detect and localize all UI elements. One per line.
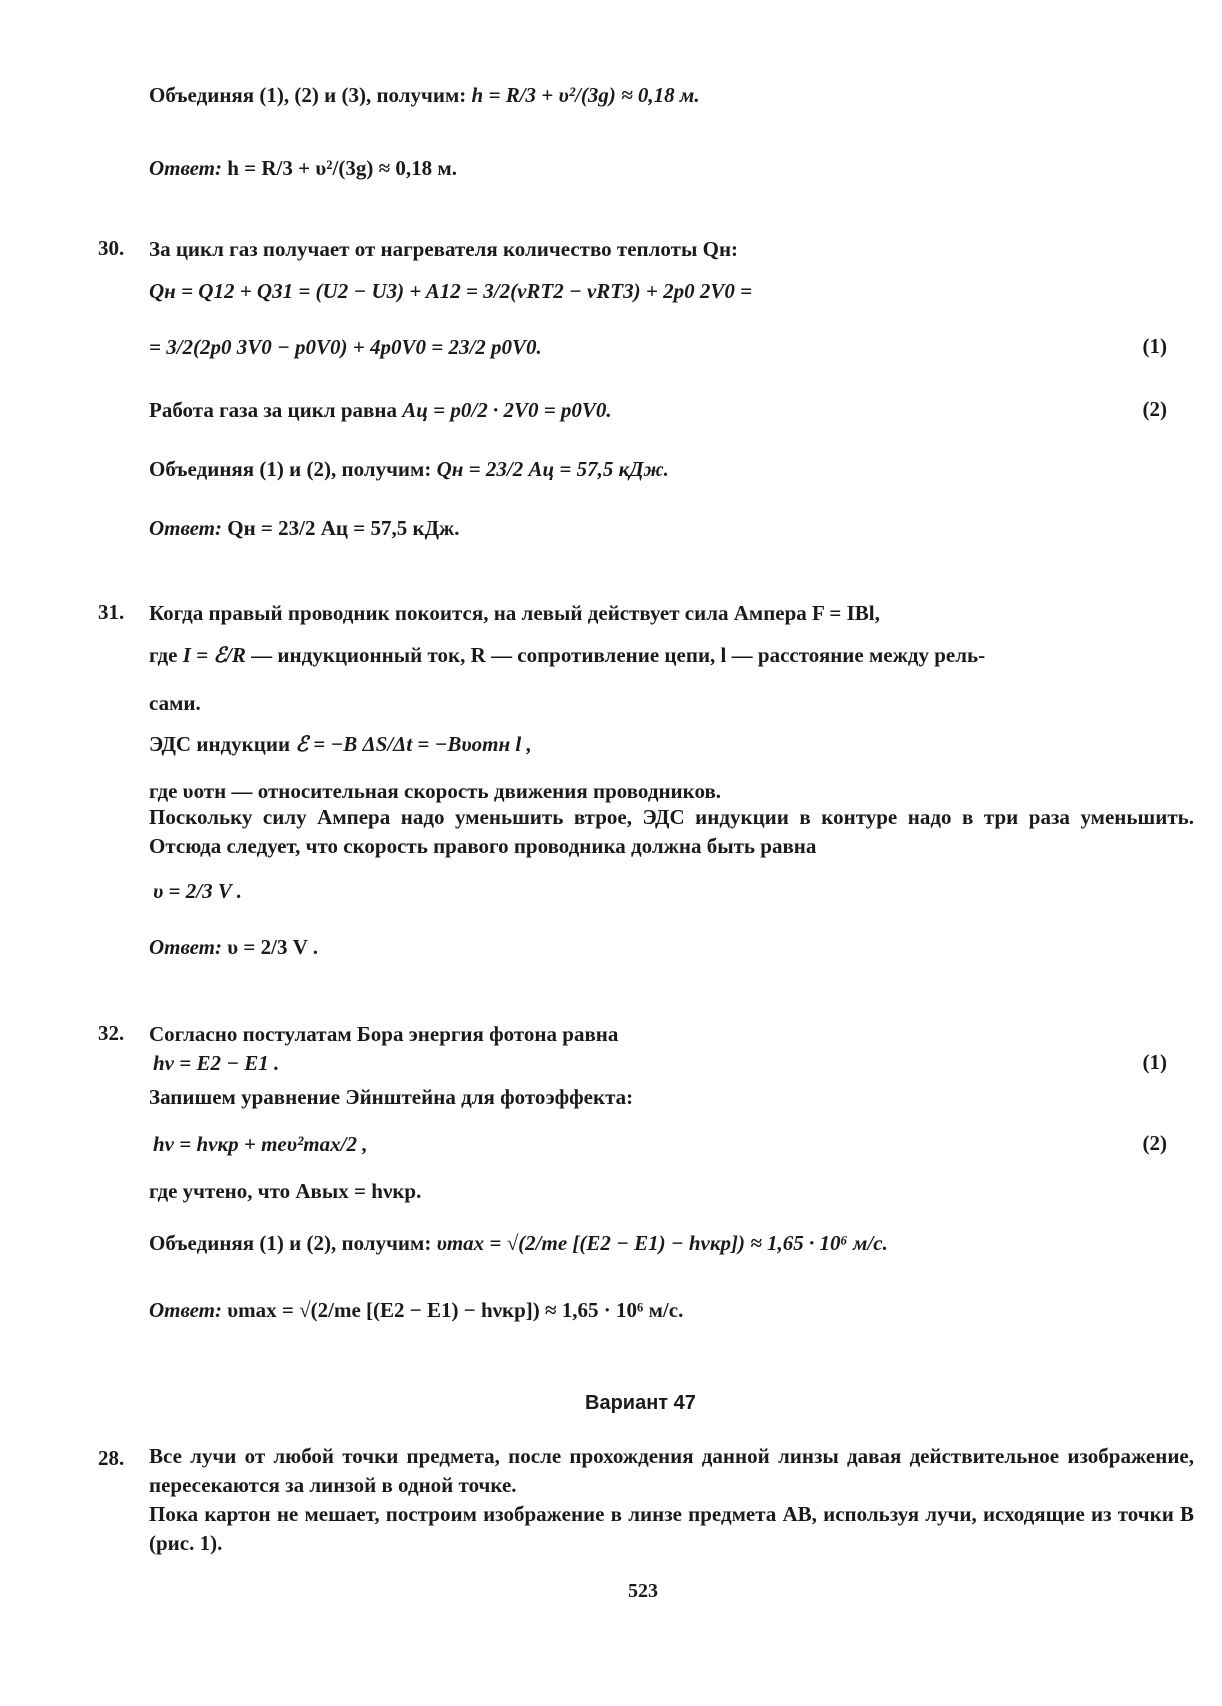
answer-formula: υmax = √(2/me [(E2 − E1) − hνкр]) ≈ 1,65 · 10⁶ м/с. [227,1298,684,1322]
variant-heading: Вариант 47 [585,1392,696,1414]
top-line-text: Объединяя (1), (2) и (3), получим: [149,83,467,107]
p31-answer [149,934,318,960]
p31-result: υ = 2/3 V . [153,879,242,903]
p31-line2-post: — индукционный ток, R — сопротивление цепи, l — расстояние между рель- [251,643,986,667]
answer-label: Ответ: [149,516,222,540]
p30-combine-formula: Qн = 23/2 Aц = 57,5 кДж. [436,457,669,481]
answer-formula: υ = 2/3 V . [227,935,318,959]
answer-label: Ответ: [149,156,222,180]
p28-para1: Все лучи от любой точки предмета, после прохождения данной линзы давая действительное изображение, пересекаются за линзой в одной точке. [149,1444,1194,1497]
equation-tag: (1) [1142,334,1167,358]
p32-line1: Согласно постулатам Бора энергия фотона равна [149,1022,619,1046]
problem-number-30: 30. [98,236,125,260]
answer-formula: Qн = 23/2 Aц = 57,5 кДж. [227,516,460,540]
p30-combine-text: Объединяя (1) и (2), получим: [149,457,432,481]
p30-work [149,397,612,423]
p30-eq2: = 3/2(2p0 3V0 − p0V0) + 4p0V0 = 23/2 p0V0. [149,335,542,359]
answer-label: Ответ: [149,935,222,959]
p31-paragraph: Поскольку силу Ампера надо уменьшить втрое, ЭДС индукции в контуре надо в три раза уменьшить. Отсюда следует, что скорость правого проводника должна быть равна [149,805,1194,858]
p31-emf-formula: ℰ = −B ΔS/Δt = −Bυотн l , [295,732,532,756]
p31-line2 [149,642,985,668]
p32-answer [149,1297,683,1323]
problem-number-28: 28. [98,1446,125,1470]
p31-line2-formula: I = ℰ/R [182,643,246,667]
p30-combine [149,456,669,482]
p32-combine-formula: υmax = √(2/me [(E2 − E1) − hνкр]) ≈ 1,65 · 10⁶ м/с. [436,1231,888,1255]
p32-eq1: hν = E2 − E1 . [153,1051,280,1075]
page-number: 523 [628,1580,658,1602]
top-answer [149,155,457,181]
p30-answer [149,515,460,541]
p32-combine-text: Объединяя (1) и (2), получим: [149,1231,432,1255]
p32-combine [149,1230,888,1256]
equation-tag: (2) [1142,397,1167,421]
p30-work-formula: Aц = p0/2 · 2V0 = p0V0. [402,398,612,422]
problem-number-31: 31. [98,600,125,624]
p31-line2-pre: где [149,643,178,667]
equation-tag: (1) [1142,1050,1167,1074]
p31-line3: сами. [149,691,201,715]
p32-line3: где учтено, что Aвых = hνкр. [149,1179,422,1203]
p32-line2: Запишем уравнение Эйнштейна для фотоэффекта: [149,1085,634,1109]
p30-intro: За цикл газ получает от нагревателя количество теплоты Qн: [149,237,739,261]
p32-eq2: hν = hνкр + meυ²max/2 , [153,1132,368,1156]
p31-emf [149,731,532,757]
p30-work-text: Работа газа за цикл равна [149,398,397,422]
equation-tag: (2) [1142,1131,1167,1155]
top-line-formula: h = R/3 + υ²/(3g) ≈ 0,18 м. [471,83,700,107]
top-line [149,82,700,108]
p31-vrel-line: где υотн — относительная скорость движения проводников. [149,779,722,803]
answer-formula: h = R/3 + υ²/(3g) ≈ 0,18 м. [227,156,457,180]
p28-para2: Пока картон не мешает, построим изображение в линзе предмета AB, используя лучи, исходящие из точки B (рис. 1). [149,1502,1194,1555]
answer-label: Ответ: [149,1298,222,1322]
p31-line1: Когда правый проводник покоится, на левый действует сила Ампера F = IBl, [149,601,880,625]
problem-number-32: 32. [98,1021,125,1045]
p31-emf-text: ЭДС индукции [149,732,291,756]
p30-eq1: Qн = Q12 + Q31 = (U2 − U3) + A12 = 3/2(νRT2 − νRT3) + 2p0 2V0 = [149,279,753,303]
